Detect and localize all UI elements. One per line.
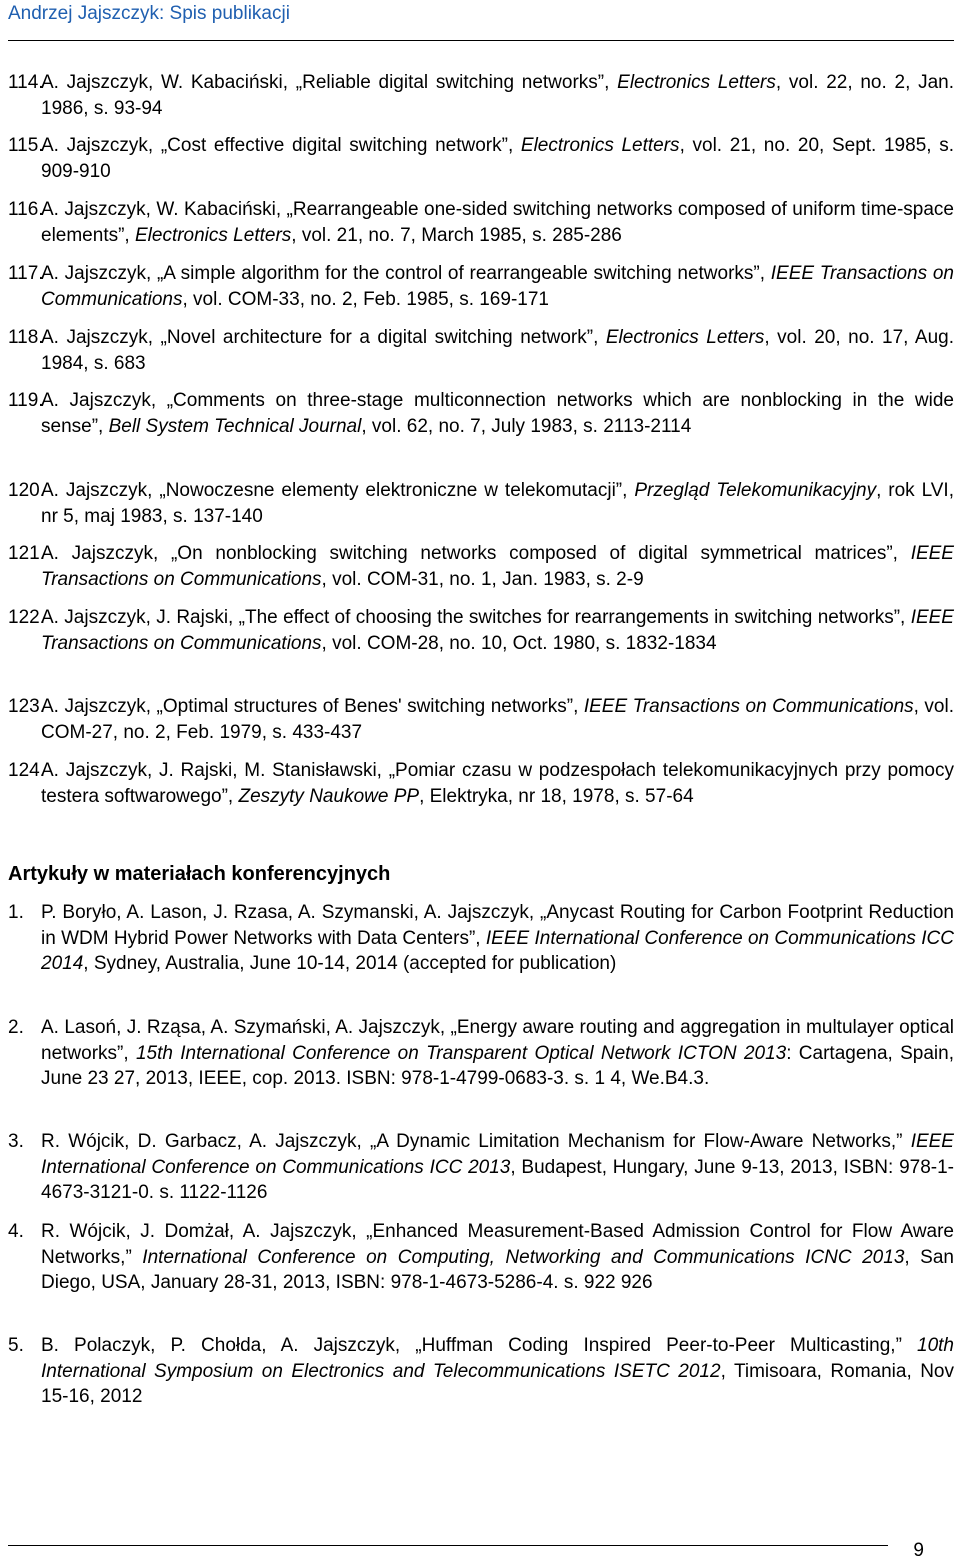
venue-title: IEEE Transactions on Communications [41,263,954,310]
citation-fragment: A. Jajszczyk, „Novel architecture for a digital switching network”, [41,327,606,348]
citation-text [41,261,954,312]
venue-title: IEEE Transactions on Communications [41,607,954,654]
section-heading: Artykuły w materiałach konferencyjnych [8,863,391,885]
item-number: 124. [8,760,45,781]
venue-title: 15th International Conference on Transparent Optical Network ICTON 2013 [135,1042,787,1064]
venue-title: Electronics Letters [617,72,776,93]
citation-text [41,541,954,592]
item-number: 115. [8,135,44,156]
list-item [8,605,954,656]
footer-divider [8,1545,888,1546]
item-number: 4. [8,1221,24,1242]
citation-fragment: A. Jajszczyk, „On nonblocking switching networks composed of digital symmetrical matrices”, [41,543,911,564]
citation-text [41,325,954,376]
list-item [8,325,954,376]
list-item [8,478,954,529]
list-item [8,1333,954,1410]
citation-text [41,133,954,184]
citation-fragment: , Budapest, Hungary, June 9-13, 2013, ISBN: 978-1-4673-3121-0. s. 1122-1126 [41,1156,954,1203]
citation-fragment: A. Jajszczyk, W. Kabaciński, „Reliable digital switching networks”, [41,72,618,93]
citation-text [41,605,954,656]
citation-fragment: , vol. 22, no. 2, Jan. 1986, s. 93-94 [41,72,954,119]
citation-text [41,694,954,745]
citation-text [41,197,954,248]
citation-fragment: A. Jajszczyk, „Comments on three-stage multiconnection networks which are nonblocking in the wide sense”, [41,390,954,437]
citation-text [41,1333,954,1410]
item-number: 3. [8,1131,24,1152]
citation-fragment: A. Jajszczyk, „A simple algorithm for the control of rearrangeable switching networks”, [41,263,771,284]
venue-title: Electronics Letters [520,135,680,156]
citation-text [41,70,954,121]
item-number: 122. [8,607,45,628]
citation-fragment: A. Jajszczyk, W. Kabaciński, „Rearrangeable one-sided switching networks composed of uniform time-space elements”, [41,199,954,246]
list-item [8,900,954,977]
item-number: 116. [8,199,44,220]
citation-text [41,1219,954,1296]
item-number: 2. [8,1017,24,1038]
venue-title: IEEE International Conference on Communications ICC 2014 [41,927,954,974]
citation-fragment: : Cartagena, Spain, June 23 27, 2013, IEEE, cop. 2013. ISBN: 978-1-4799-0683-3. s. 1 4, We.B4.3. [41,1042,954,1089]
item-number: 123. [8,696,45,717]
item-number: 5. [8,1335,24,1356]
item-number: 117. [8,263,44,284]
citation-fragment: , vol. COM-27, no. 2, Feb. 1979, s. 433-437 [41,696,955,743]
citation-fragment: R. Wójcik, D. Garbacz, A. Jajszczyk, „A Dynamic Limitation Mechanism for Flow-Aware Networks,” [41,1131,911,1152]
citation-fragment: B. Polaczyk, P. Chołda, A. Jajszczyk, „Huffman Coding Inspired Peer-to-Peer Multicasting,” [41,1335,918,1356]
page-header [8,0,954,41]
list-item [8,133,954,184]
citation-text [41,900,954,977]
list-item [8,541,954,592]
citation-fragment: A. Lasoń, J. Rząsa, A. Szymański, A. Jajszczyk, „Energy aware routing and aggregation in multulayer optical networks”, [41,1017,954,1064]
venue-title: Electronics Letters [605,327,765,348]
venue-title: IEEE Transactions on Communications [41,543,954,590]
item-number: 114. [8,72,44,93]
list-item [8,70,954,121]
list-item [8,388,954,439]
citation-text [41,1015,954,1092]
venue-title: IEEE Transactions on Communications [583,696,914,717]
citation-text [41,1129,954,1206]
list-item [8,197,954,248]
list-item [8,1129,954,1206]
venue-title: IEEE International Conference on Communications ICC 2013 [41,1131,954,1178]
list-item [8,1219,954,1296]
citation-fragment: R. Wójcik, J. Domżał, A. Jajszczyk, „Enhanced Measurement-Based Admission Control for Flow Aware Networks,” [41,1221,954,1268]
citation-text [41,388,954,439]
citation-fragment: , vol. 21, no. 20, Sept. 1985, s. 909-910 [41,135,954,182]
citation-fragment: , vol. COM-33, no. 2, Feb. 1985, s. 169-171 [182,288,549,310]
venue-title: Bell System Technical Journal [108,415,362,437]
citation-fragment: A. Jajszczyk, „Optimal structures of Benes' switching networks”, [41,696,584,717]
venue-title: International Conference on Computing, Networking and Communications ICNC 2013 [142,1246,905,1268]
citation-fragment: , rok LVI, nr 5, maj 1983, s. 137-140 [41,480,954,527]
citation-fragment: A. Jajszczyk, „Cost effective digital switching network”, [41,135,521,156]
list-item [8,758,954,809]
citation-fragment: , Elektryka, nr 18, 1978, s. 57-64 [419,785,694,807]
citation-fragment: , vol. 20, no. 17, Aug. 1984, s. 683 [41,327,954,374]
citation-fragment: , vol. 21, no. 7, March 1985, s. 285-286 [291,224,622,246]
venue-title: Zeszyty Naukowe PP [238,785,420,807]
citation-fragment: , vol. 62, no. 7, July 1983, s. 2113-2114 [361,415,692,437]
header-title: Andrzej Jajszczyk: Spis publikacji [8,3,290,24]
citation-fragment: , vol. COM-28, no. 10, Oct. 1980, s. 1832-1834 [321,632,717,654]
item-number: 1. [8,902,24,923]
list-item [8,1015,954,1092]
list-item [8,261,954,312]
citation-fragment: P. Boryło, A. Lason, J. Rzasa, A. Szymanski, A. Jajszczyk, „Anycast Routing for Carbon Footprint Reduction in WDM Hybrid Power Networks with Data Centers”, [41,902,954,949]
citation-fragment: A. Jajszczyk, „Nowoczesne elementy elektroniczne w telekomutacji”, [41,480,635,501]
citation-fragment: A. Jajszczyk, J. Rajski, M. Stanisławski, „Pomiar czasu w podzespołach telekomunikacyjnych przy pomocy testera softwarowego”, [41,760,954,807]
citation-text [41,478,954,529]
item-number: 119. [8,390,44,411]
item-number: 120. [8,480,45,501]
list-item [8,694,954,745]
item-number: 121. [8,543,45,564]
citation-fragment: , San Diego, USA, January 28-31, 2013, ISBN: 978-1-4673-5286-4. s. 922 926 [41,1246,954,1293]
citation-fragment: A. Jajszczyk, J. Rajski, „The effect of choosing the switches for rearrangements in switching networks”, [41,607,911,628]
citation-fragment: , Sydney, Australia, June 10-14, 2014 (accepted for publication) [83,953,617,974]
citation-text [41,758,954,809]
page-number: 9 [913,1540,924,1561]
venue-title: Electronics Letters [134,224,292,246]
venue-title: 10th International Symposium on Electronics and Telecommunications ISETC 2012 [41,1335,954,1382]
citation-fragment: , vol. COM-31, no. 1, Jan. 1983, s. 2-9 [321,568,644,590]
citation-fragment: , Timisoara, Romania, Nov 15-16, 2012 [41,1360,954,1407]
venue-title: Przegląd Telekomunikacyjny [634,480,877,501]
item-number: 118. [8,327,44,348]
